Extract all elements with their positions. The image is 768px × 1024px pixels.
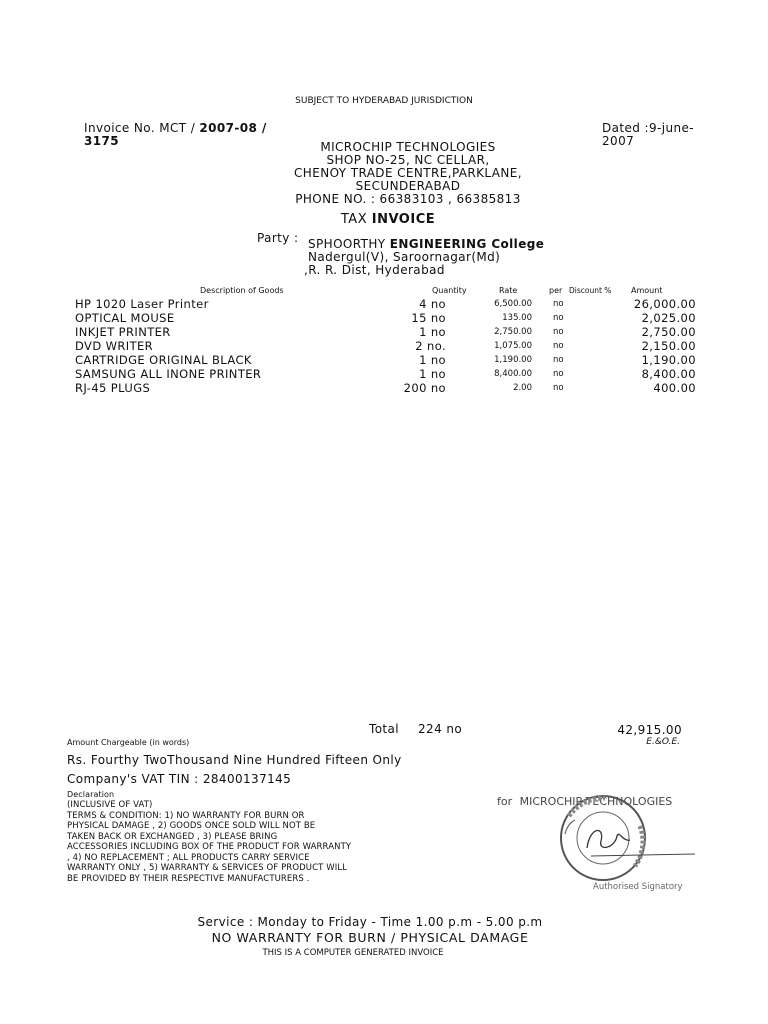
declaration-title: Declaration <box>67 790 115 799</box>
item-description: SAMSUNG ALL INONE PRINTER <box>75 367 262 381</box>
item-quantity: 4 no <box>419 297 446 311</box>
party-name-part1: SPHOORTHY <box>308 237 386 251</box>
party-address-2: ,R. R. Dist, Hyderabad <box>304 263 445 277</box>
table-row <box>0 353 768 367</box>
header-discount: Discount % <box>569 286 612 295</box>
item-description: HP 1020 Laser Printer <box>75 297 209 311</box>
item-amount: 2,025.00 <box>641 311 696 325</box>
signatory-company-name: MICROCHIP TECHNOLOGIES <box>519 795 673 808</box>
declaration-line: TAKEN BACK OR EXCHANGED , 3) PLEASE BRING <box>67 831 278 842</box>
item-per: no <box>553 369 564 379</box>
item-description: RJ-45 PLUGS <box>75 381 151 395</box>
item-amount: 26,000.00 <box>633 297 696 311</box>
invoice-number-value-line2: 3175 <box>84 134 119 148</box>
table-row <box>0 297 768 311</box>
item-rate: 2,750.00 <box>494 327 532 337</box>
item-quantity: 200 no <box>403 381 446 395</box>
item-per: no <box>553 341 564 351</box>
item-rate: 2.00 <box>513 383 532 393</box>
table-row <box>0 325 768 339</box>
amount-words-label: Amount Chargeable (in words) <box>67 738 190 747</box>
jurisdiction-note: SUBJECT TO HYDERABAD JURISDICTION <box>295 96 473 106</box>
invoice-date-line2: 2007 <box>602 134 635 148</box>
amount-words-value: Rs. Fourthy TwoThousand Nine Hundred Fifteen Only <box>67 753 402 767</box>
header-amount: Amount <box>631 286 663 295</box>
item-amount: 2,150.00 <box>641 339 696 353</box>
declaration-line: WARRANTY ONLY , 5) WARRANTY & SERVICES OF PRODUCT WILL <box>67 863 347 873</box>
warranty-note: NO WARRANTY FOR BURN / PHYSICAL DAMAGE <box>211 930 529 945</box>
document-title <box>0 212 768 227</box>
invoice-number <box>84 121 267 135</box>
errors-omissions-excepted: E.&O.E. <box>646 737 680 747</box>
item-rate: 8,400.00 <box>494 369 532 379</box>
signatory-for-label: for <box>497 795 513 808</box>
table-row <box>0 339 768 353</box>
header-rate: Rate <box>499 286 518 295</box>
table-row <box>0 311 768 325</box>
item-rate: 135.00 <box>502 313 532 323</box>
declaration-line: (INCLUSIVE OF VAT) <box>67 800 153 810</box>
company-address-1: SHOP NO-25, NC CELLAR, <box>326 153 490 167</box>
item-amount: 8,400.00 <box>641 367 696 381</box>
item-per: no <box>553 383 564 393</box>
company-address-2: CHENOY TRADE CENTRE,PARKLANE, <box>294 166 522 180</box>
declaration-line: BE PROVIDED BY THEIR RESPECTIVE MANUFACTURERS . <box>67 873 310 884</box>
item-per: no <box>553 355 564 365</box>
invoice-number-value: 2007-08 / <box>199 121 267 135</box>
item-quantity: 2 no. <box>415 339 446 353</box>
party-name <box>308 237 544 251</box>
item-per: no <box>553 327 564 337</box>
service-hours: Service : Monday to Friday - Time 1.00 p.m - 5.00 p.m <box>197 915 543 929</box>
company-name: MICROCHIP TECHNOLOGIES <box>320 140 496 154</box>
document-title-main: INVOICE <box>371 212 436 227</box>
header-per: per <box>549 286 563 295</box>
party-name-part2: ENGINEERING College <box>389 237 545 251</box>
item-quantity: 15 no <box>411 311 446 325</box>
total-amount: 42,915.00 <box>617 723 682 737</box>
declaration-text <box>67 800 351 884</box>
item-amount: 1,190.00 <box>641 353 696 367</box>
company-vat-tin: Company's VAT TIN : 28400137145 <box>67 772 292 786</box>
invoice-number-label: Invoice No. MCT / <box>84 121 196 135</box>
item-rate: 1,190.00 <box>494 355 532 365</box>
company-phone: PHONE NO. : 66383103 , 66385813 <box>295 192 521 206</box>
item-description: DVD WRITER <box>75 339 154 353</box>
item-rate: 6,500.00 <box>494 299 532 309</box>
party-address-1: Nadergul(V), Saroornagar(Md) <box>308 250 501 264</box>
header-quantity: Quantity <box>432 286 467 295</box>
table-row <box>0 367 768 381</box>
company-address-3: SECUNDERABAD <box>355 179 461 193</box>
header-description: Description of Goods <box>200 286 284 295</box>
computer-generated-note: THIS IS A COMPUTER GENERATED INVOICE <box>262 948 444 958</box>
item-amount: 400.00 <box>653 381 696 395</box>
declaration-line: TERMS & CONDITION: 1) NO WARRANTY FOR BURN OR <box>67 810 305 821</box>
declaration-line: , 4) NO REPLACEMENT ; ALL PRODUCTS CARRY SERVICE <box>67 852 310 863</box>
item-quantity: 1 no <box>419 325 446 339</box>
item-per: no <box>553 313 564 323</box>
party-label: Party : <box>257 231 299 245</box>
item-per: no <box>553 299 564 309</box>
document-title-prefix: TAX <box>340 212 368 227</box>
item-amount: 2,750.00 <box>641 325 696 339</box>
table-row <box>0 381 768 395</box>
item-description: OPTICAL MOUSE <box>75 311 175 325</box>
item-quantity: 1 no <box>419 353 446 367</box>
item-description: CARTRIDGE ORIGINAL BLACK <box>75 353 252 367</box>
total-quantity: 224 no <box>418 722 463 736</box>
item-quantity: 1 no <box>419 367 446 381</box>
item-description: INKJET PRINTER <box>75 325 171 339</box>
item-rate: 1,075.00 <box>494 341 532 351</box>
invoice-date-line1: Dated :9-june- <box>602 121 694 135</box>
total-label: Total <box>369 722 400 736</box>
declaration-line: PHYSICAL DAMAGE , 2) GOODS ONCE SOLD WILL NOT BE <box>67 821 316 831</box>
authorised-signatory: Authorised Signatory <box>593 882 683 892</box>
declaration-line: ACCESSORIES INCLUDING BOX OF THE PRODUCT FOR WARRANTY <box>67 842 352 852</box>
